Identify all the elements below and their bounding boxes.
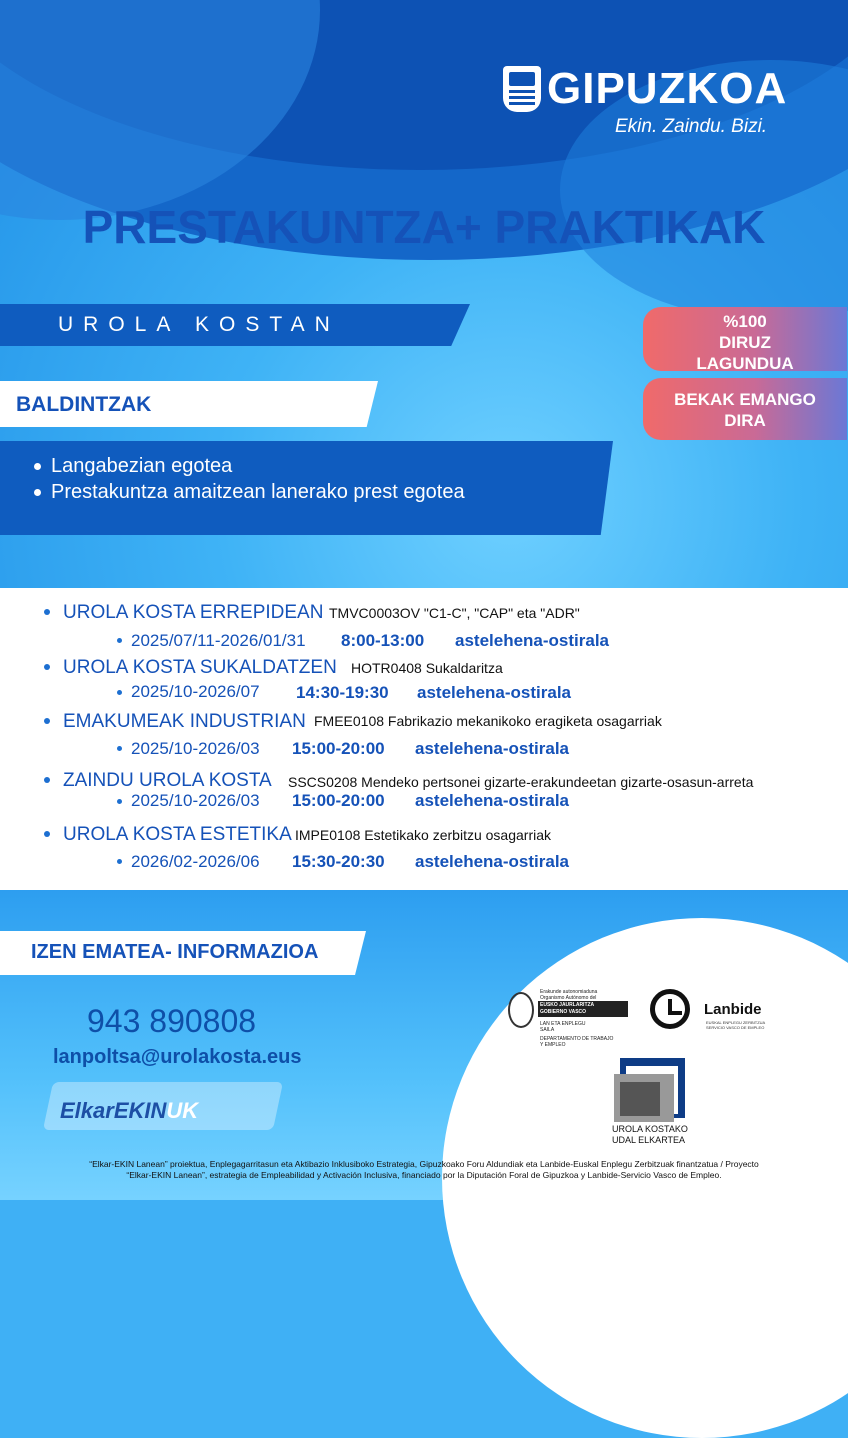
course-dates: 2025/10-2026/07 [131, 682, 260, 701]
course-code: FMEE0108 Fabrikazio mekanikoko eragiketa osagarriak [314, 713, 662, 729]
lanbide-name: Lanbide [704, 1001, 762, 1018]
bullet-icon [34, 489, 41, 496]
course-name: UROLA KOSTA SUKALDATZEN [63, 657, 337, 678]
bullet-icon [44, 718, 50, 724]
bullet-icon [44, 609, 50, 615]
course-days: astelehena-ostirala [415, 852, 570, 871]
course-name: EMAKUMEAK INDUSTRIAN [63, 711, 306, 732]
course-days: astelehena-ostirala [415, 739, 570, 758]
course-name: ZAINDU UROLA KOSTA [63, 770, 272, 791]
course-code: TMVC0003OV "C1-C", "CAP" eta "ADR" [329, 605, 580, 621]
course-code: HOTR0408 Sukaldaritza [351, 660, 503, 676]
lanbide-subtitle: EUSKAL ENPLEGU ZERBITZUA SERVICIO VASCO DE EMPLEO [706, 1020, 765, 1030]
clock-icon [650, 989, 690, 1029]
course-dates: 2026/02-2026/06 [131, 852, 260, 871]
course-time: 8:00-13:00 [341, 631, 425, 650]
logo-name: GIPUZKOA [547, 64, 788, 113]
course-time: 14:30-19:30 [296, 683, 389, 702]
urola-kosta-logo [612, 1058, 702, 1148]
course-dates: 2025/07/11-2026/01/31 [131, 631, 306, 650]
requirement-item: Prestakuntza amaitzean lanerako prest egotea [34, 481, 465, 504]
scholarship-badge: BEKAK EMANGO DIRA [643, 378, 847, 440]
bullet-icon [117, 746, 122, 751]
bullet-icon [44, 777, 50, 783]
seal-icon [508, 992, 534, 1028]
course-days: astelehena-ostirala [415, 791, 570, 810]
subsidized-badge: %100 DIRUZ LAGUNDUA [643, 307, 847, 371]
bullet-icon [117, 799, 122, 804]
urola-kosta-name: UROLA KOSTAKO UDAL ELKARTEA [612, 1124, 688, 1145]
eusko-jaurlaritza-logo: Erakunde autonomiaduna Organismo Autónomo del EUSKO JAURLARITZA GOBIERNO VASCO LAN ETA ENPLEGU SAILA DEPARTAMENTO DE TRABAJO Y EMPLEO [508, 989, 628, 1079]
phone-number[interactable]: 943 890808 [87, 1003, 257, 1039]
funding-footnote: “Elkar-EKIN Lanean” proiektua, Enplegagarritasun eta Aktibazio Inklusiboko Estrategia, Gipuzkoako Foru Aldundiak eta Lanbide-Euskal Enplegu Zerbitzuak finantzatua / Proyecto “Elkar-EKIN Lanean”, estrategia de Empleabilidad y Activación Inclusiva, financiado por la Diputación Foral de Gipuzkoa y Lanbide-Servicio Vasco de Empleo. [89, 1159, 759, 1180]
elkarekin-logo: ElkarEKINUK [60, 1098, 199, 1123]
logo-tagline: Ekin. Zaindu. Bizi. [615, 116, 768, 137]
requirement-item: Langabezian egotea [34, 455, 232, 478]
page-title: PRESTAKUNTZA+ PRAKTIKAK [82, 201, 766, 253]
gipuzkoa-logo [503, 64, 793, 144]
course-time: 15:00-20:00 [292, 791, 385, 810]
region-label: UROLA KOSTAN [58, 313, 340, 336]
bullet-icon [44, 831, 50, 837]
course-name: UROLA KOSTA ERREPIDEAN [63, 602, 324, 623]
course-days: astelehena-ostirala [455, 631, 610, 650]
course-dates: 2025/10-2026/03 [131, 739, 260, 758]
course-dates: 2025/10-2026/03 [131, 791, 260, 810]
bullet-icon [34, 463, 41, 470]
course-code: IMPE0108 Estetikako zerbitzu osagarriak [295, 827, 552, 843]
shield-icon [503, 66, 541, 112]
requirements-title: BALDINTZAK [16, 393, 152, 416]
course-time: 15:30-20:30 [292, 852, 385, 871]
bullet-icon [44, 664, 50, 670]
course-time: 15:00-20:00 [292, 739, 385, 758]
email-link[interactable]: lanpoltsa@urolakosta.eus [53, 1046, 302, 1068]
course-code: SSCS0208 Mendeko pertsonei gizarte-erakundeetan gizarte-osasun-arreta [288, 774, 754, 790]
course-name: UROLA KOSTA ESTETIKA [63, 824, 292, 845]
registration-title: IZEN EMATEA- INFORMAZIOA [31, 941, 319, 963]
bullet-icon [117, 859, 122, 864]
bullet-icon [117, 690, 122, 695]
course-days: astelehena-ostirala [417, 683, 572, 702]
bullet-icon [117, 638, 122, 643]
